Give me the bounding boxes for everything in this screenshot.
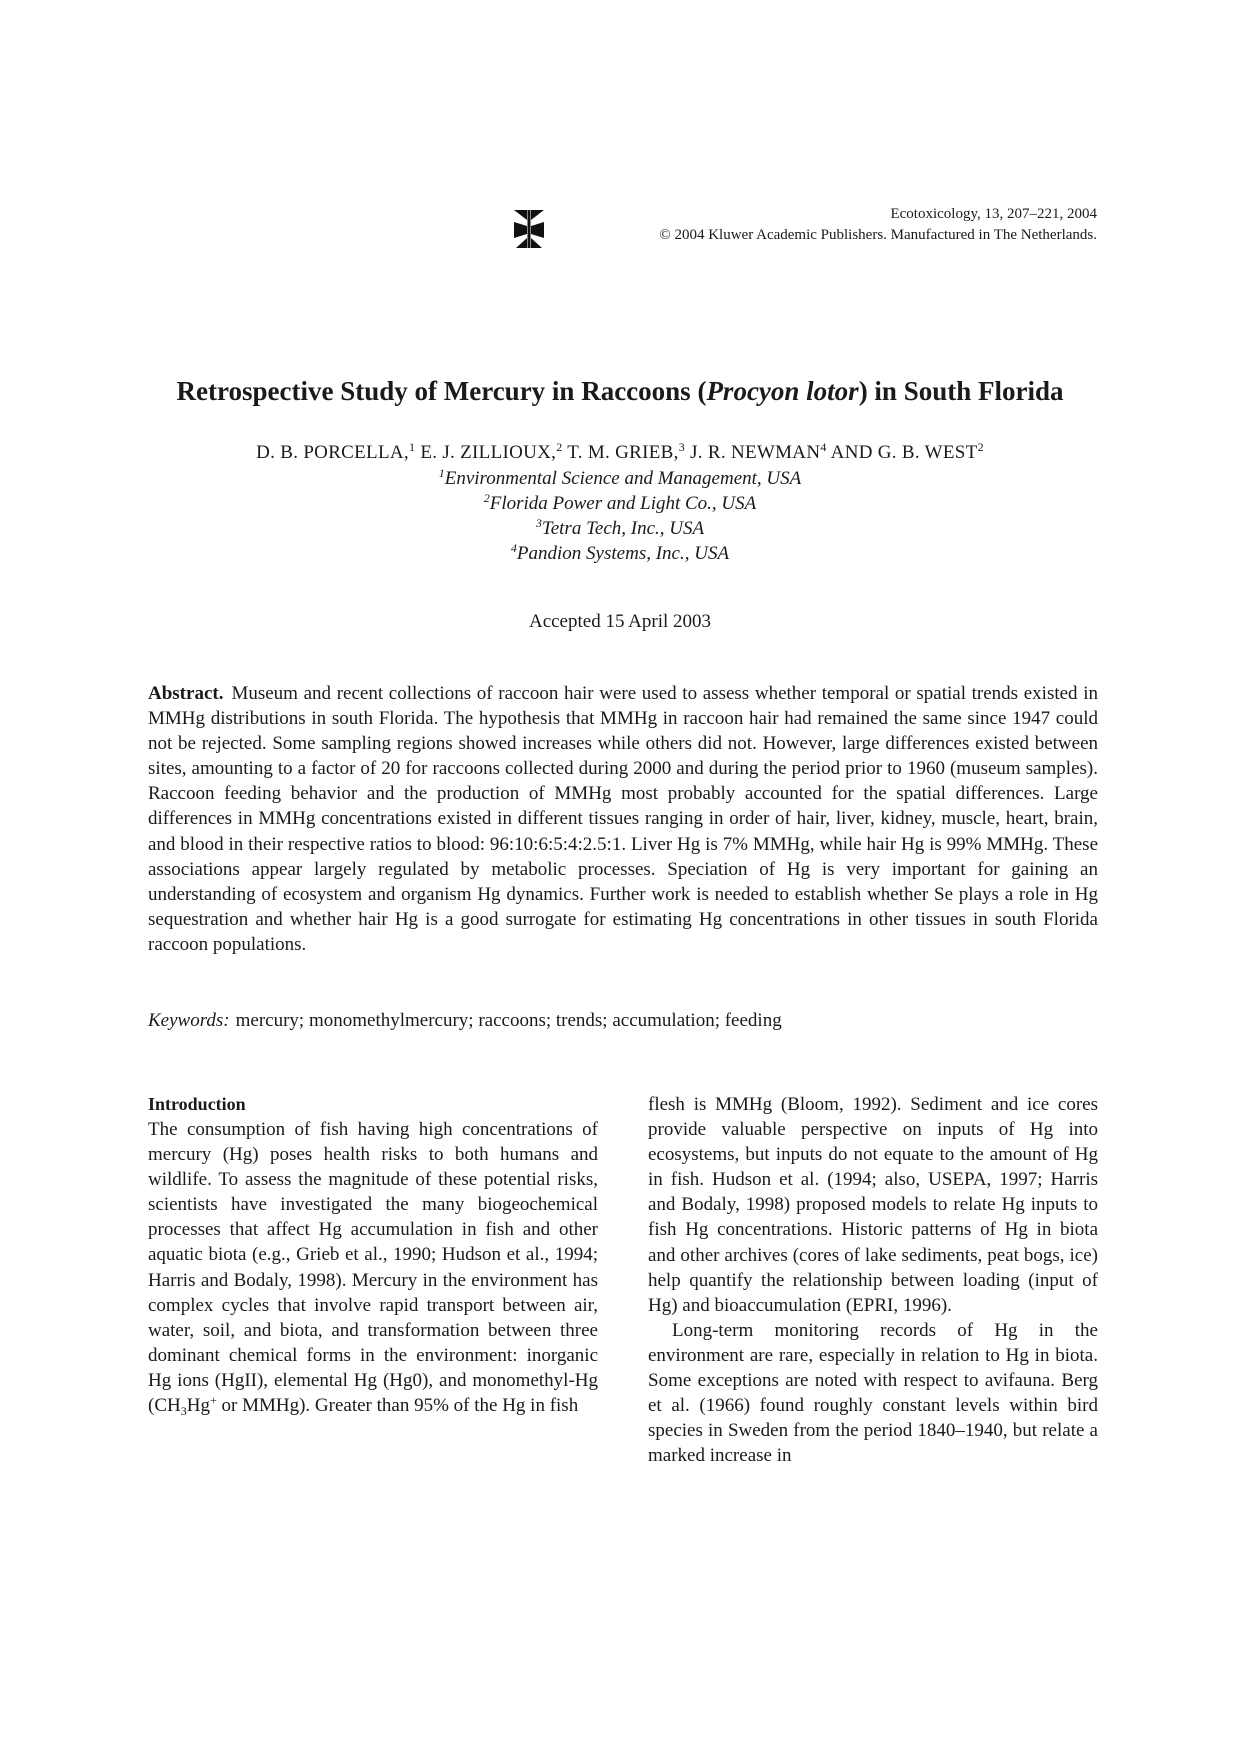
- author: T. M. GRIEB,$^3$: [567, 440, 686, 463]
- copyright-notice: © 2004 Kluwer Academic Publishers. Manufactured in The Netherlands.: [659, 227, 1097, 243]
- affiliation-list: [0, 466, 1240, 566]
- intro-paragraph-1-start: flesh is MMHg (Bloom, 1992). Sediment and ice cores provide valuable perspective on inputs of Hg into ecosystems, but inputs do not equate to the amount of Hg in fish. Hudson et al. (1994; also, USEPA, 1997; Harris and Bodaly, 1998) proposed models to relate Hg inputs to fish Hg concentrations. Historic patterns of Hg in biota and other archives (cores of lake sediments, peat bogs, ice) help quantify the relationship between loading (input of Hg) and bioaccumulation (EPRI, 1996).: [648, 1094, 1098, 1316]
- abstract-text: Museum and recent collections of raccoon hair were used to assess whether temporal or spatial trends existed in MMHg distributions in south Florida. The hypothesis that MMHg in raccoon hair had remained the same since 1947 could not be rejected. Some sampling regions showed increases while others did not. However, large differences existed between sites, amounting to a factor of 20 for raccoons collected during 2000 and during the period prior to 1960 (museum samples). Raccoon feeding behavior and the production of MMHg most probably accounted for the spatial differences. Large differences in MMHg concentrations existed in different tissues ranging in order of hair, liver, kidney, muscle, heart, brain, and blood in their respective ratios to blood: 96:10:6:5:4:2.5:1. Liver Hg is 7% MMHg, while hair Hg is 99% MMHg. These associations appear largely regulated by metabolic processes. Speciation of Hg is very important for gaining an understanding of ecosystem and organism Hg dynamics. Further work is needed to establish whether Se plays a role in Hg sequestration and whether hair Hg is a good surrogate for estimating Hg concentrations in other tissues in south Florida raccoon populations.: [148, 683, 1098, 955]
- author: D. B. PORCELLA,$^1$: [256, 440, 416, 463]
- affiliation: $^1$Environmental Science and Management, USA: [438, 466, 802, 489]
- keywords-text: mercury; monomethylmercury; raccoons; trends; accumulation; feeding: [235, 1010, 782, 1031]
- journal-citation: Ecotoxicology, 13, 207–221, 2004: [890, 206, 1097, 222]
- journal-header: [659, 204, 1097, 246]
- paper-title: [0, 374, 1240, 408]
- section-heading-introduction: Introduction: [148, 1094, 246, 1114]
- abstract: [148, 681, 1098, 957]
- keywords-label: Keywords:: [148, 1010, 230, 1031]
- keywords: [148, 1008, 1098, 1033]
- column-right: [648, 1092, 1098, 1468]
- author: AND G. B. WEST$^2$: [830, 440, 984, 463]
- kluwer-logo-icon: [512, 208, 546, 250]
- abstract-label: Abstract.: [148, 683, 224, 704]
- affiliation: $^3$Tetra Tech, Inc., USA: [535, 516, 705, 539]
- affiliation: $^2$Florida Power and Light Co., USA: [483, 491, 757, 514]
- affiliation: $^4$Pandion Systems, Inc., USA: [510, 541, 730, 564]
- author: E. J. ZILLIOUX,$^2$: [420, 440, 563, 463]
- intro-paragraph-1-continued: [648, 1092, 1098, 1318]
- intro-paragraph-2: Long-term monitoring records of Hg in the environment are rare, especially in relation to Hg in biota. Some exceptions are noted with respect to avifauna. Berg et al. (1966) found roughly constant levels within bird species in Sweden from the period 1840–1940, but relate a marked increase in: [648, 1319, 1098, 1467]
- intro-paragraph-1: The consumption of fish having high concentrations of mercury (Hg) poses health risks to both humans and wildlife. To assess the magnitude of these potential risks, scientists have investigated the many biogeochemical processes that affect Hg accumulation in fish and other aquatic biota (e.g., Grieb et al., 1990; Hudson et al., 1994; Harris and Bodaly, 1998). Mercury in the environment has complex cycles that involve rapid transport between air, water, soil, and biota, and transformation between three dominant chemical forms in the environment: inorganic Hg ions (HgII), elemental Hg (Hg0), and monomethyl-Hg ($CH_3Hg^+$ or MMHg). Greater than 95% of the Hg in fish: [148, 1119, 598, 1419]
- accepted-date: Accepted 15 April 2003: [528, 611, 712, 632]
- title-part-2: ) in South Florida: [858, 376, 1064, 406]
- intro-paragraph-1-end: or MMHg). Greater than 95% of the Hg in fish: [216, 1395, 579, 1417]
- title-species: Procyon lotor: [706, 376, 859, 406]
- author-list: [0, 440, 1240, 465]
- author: J. R. NEWMAN$^4$: [690, 440, 827, 463]
- column-left: [148, 1092, 598, 1418]
- title-part-1: Retrospective Study of Mercury in Raccoons (: [176, 376, 707, 406]
